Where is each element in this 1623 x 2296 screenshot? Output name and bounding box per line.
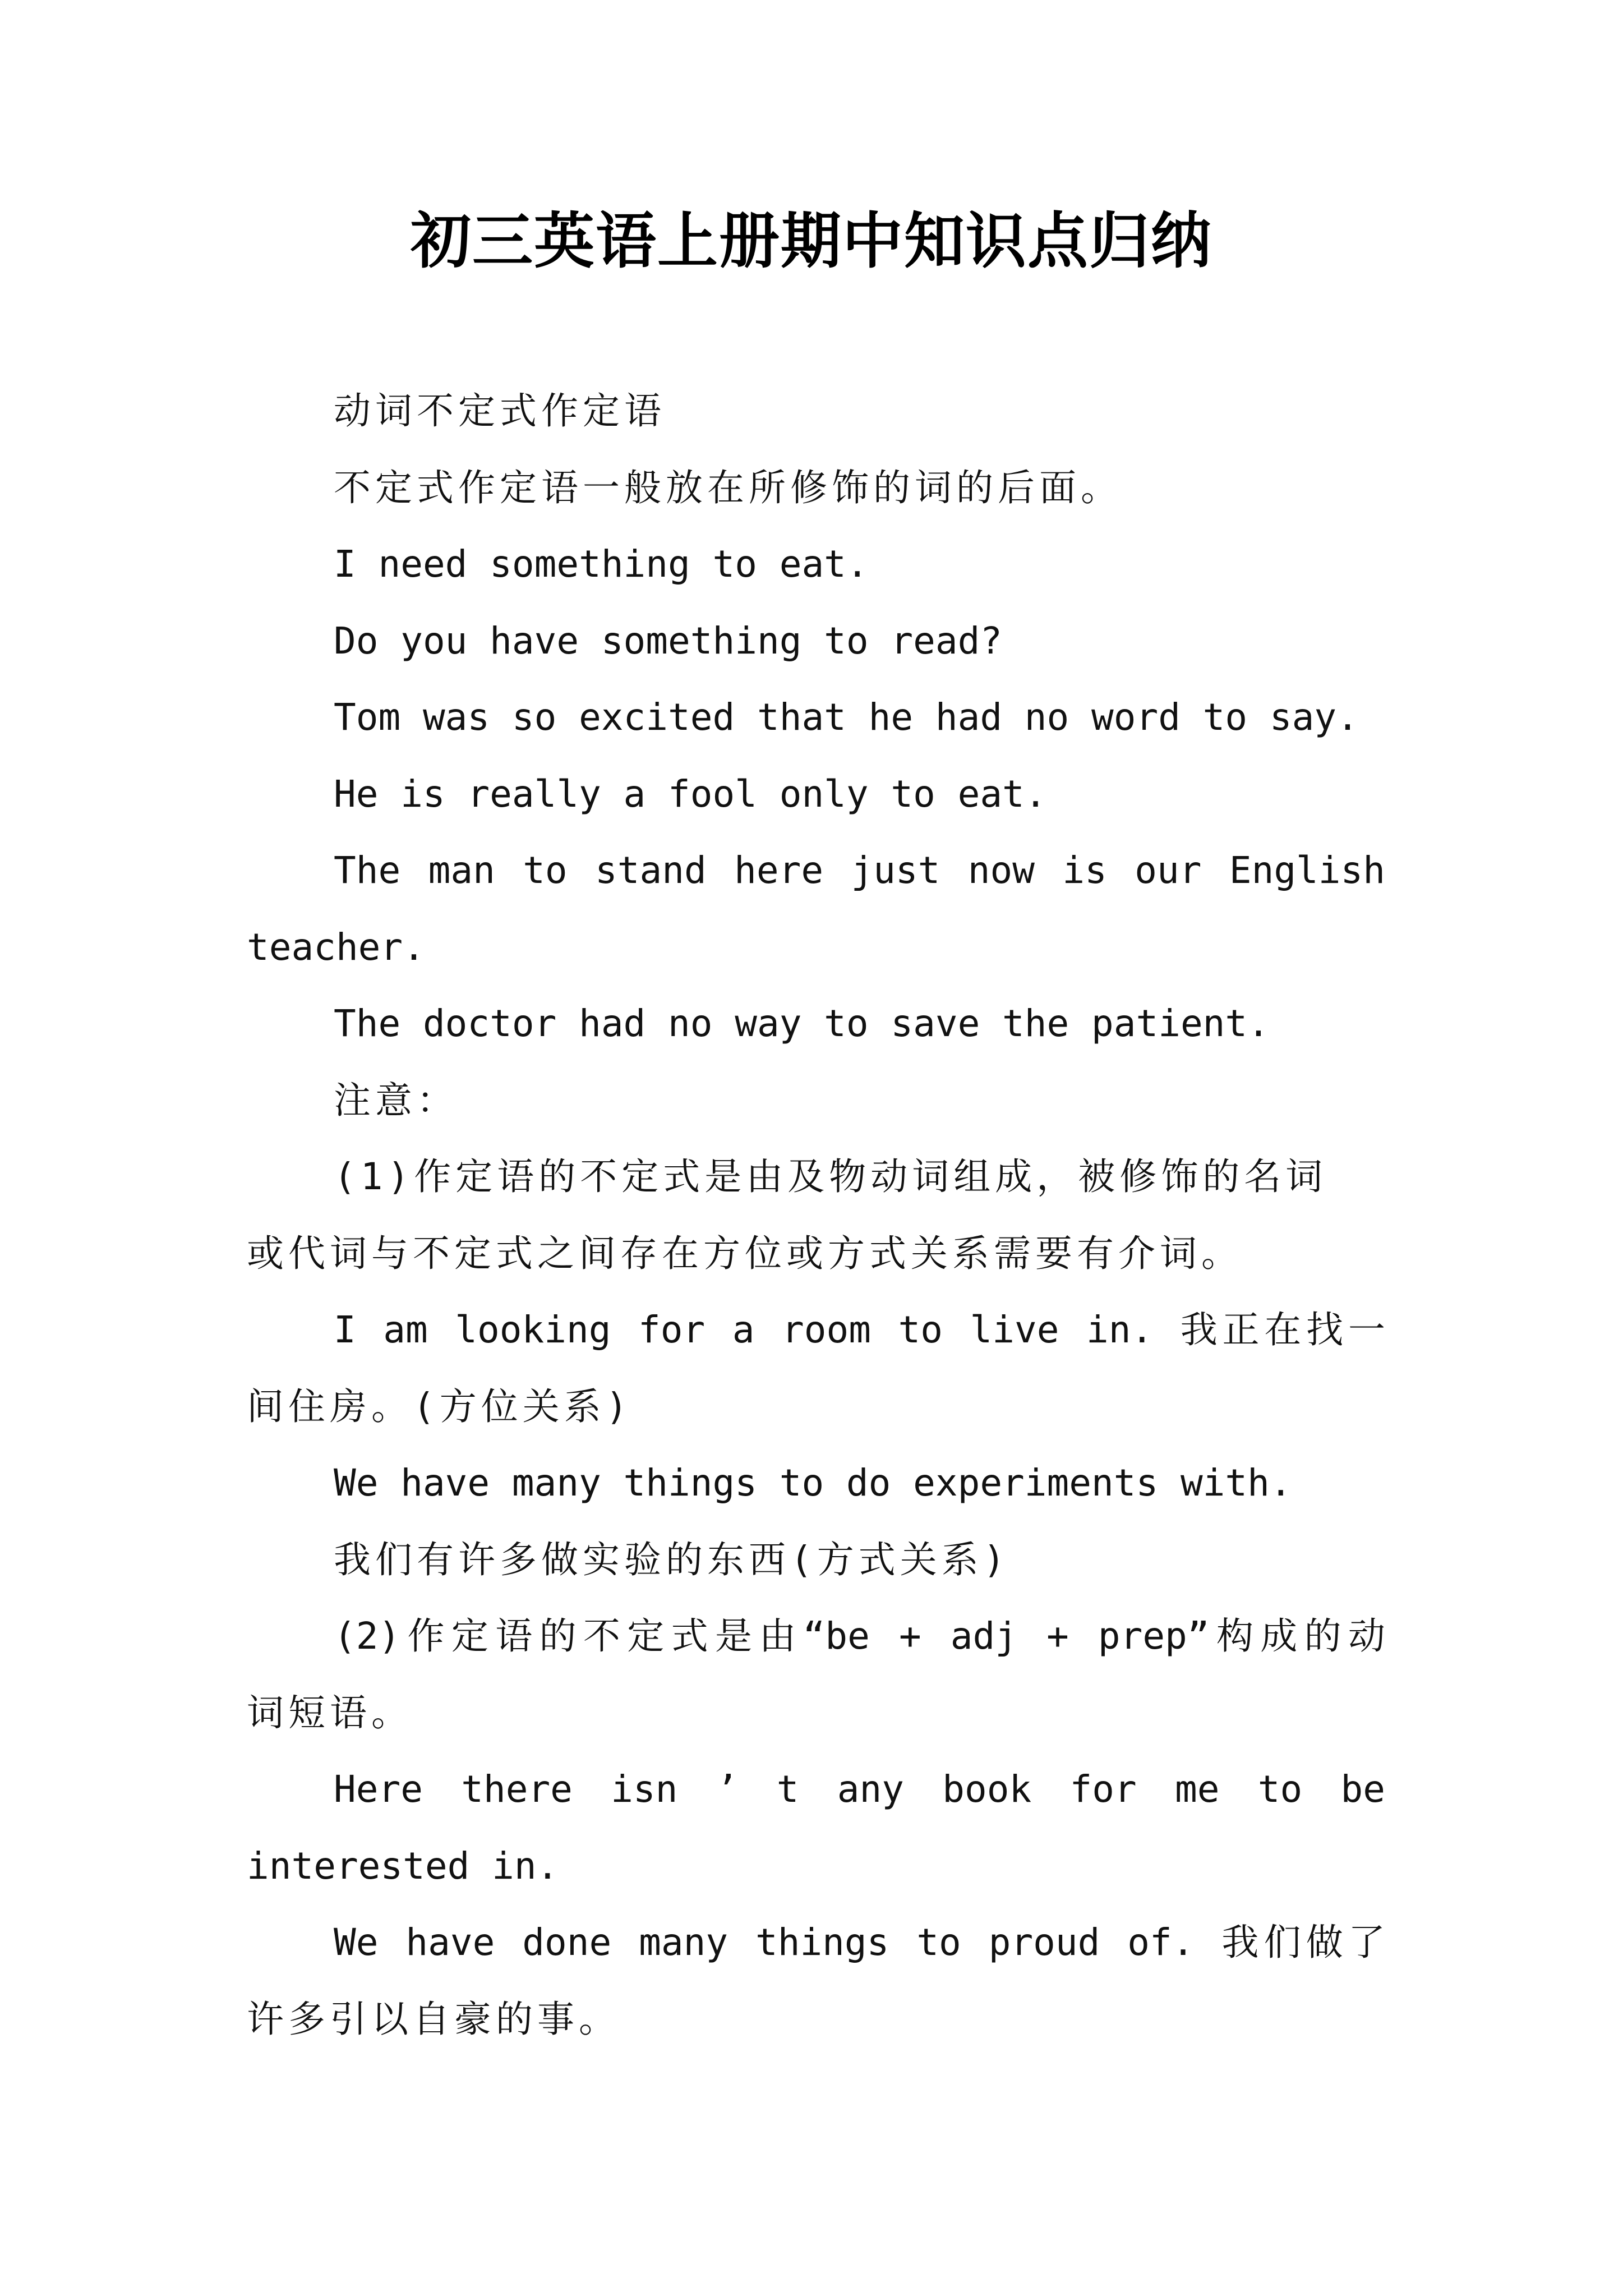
paragraph-line: We have done many things to proud of. 我们做了 [334,1921,1385,1964]
paragraph-line: 词短语。 [247,1691,413,1734]
paragraph-line: I need something to eat. [334,542,869,586]
paragraph-line: 我们有许多做实验的东西(方式关系) [334,1538,1010,1581]
paragraph-line: Here there isn ’ t any book for me to be [334,1768,1385,1811]
paragraph-line: 动词不定式作定语 [334,389,666,432]
paragraph-line: Do you have something to read? [334,619,1003,662]
paragraph-line: The doctor had no way to save the patient. [334,1002,1270,1045]
document-title: 初三英语上册期中知识点归纳 [410,206,1212,277]
paragraph-line: teacher. [247,925,425,969]
paragraph-line: 间住房。(方位关系) [247,1384,633,1428]
paragraph-line: 注意： [334,1078,458,1122]
paragraph-line: 许多引以自豪的事。 [247,1997,620,2041]
paragraph-line: (1)作定语的不定式是由及物动词组成，被修饰的名词 [334,1155,1327,1198]
paragraph-line: 不定式作定语一般放在所修饰的词的后面。 [334,466,1122,509]
paragraph-line: 或代词与不定式之间存在方位或方式关系需要有介词。 [247,1231,1243,1275]
paragraph-line: (2)作定语的不定式是由“be + adj + prep”构成的动 [334,1614,1385,1658]
paragraph-line: He is really a fool only to eat. [334,772,1047,816]
document-body [247,373,1385,2058]
paragraph-line: I am looking for a room to live in. 我正在找一 [334,1308,1385,1351]
paragraph-line: We have many things to do experiments with. [334,1461,1292,1504]
paragraph-line: Tom was so excited that he had no word to say. [334,696,1359,739]
paragraph-line: interested in. [247,1844,559,1888]
paragraph-line: The man to stand here just now is our English [334,849,1385,892]
